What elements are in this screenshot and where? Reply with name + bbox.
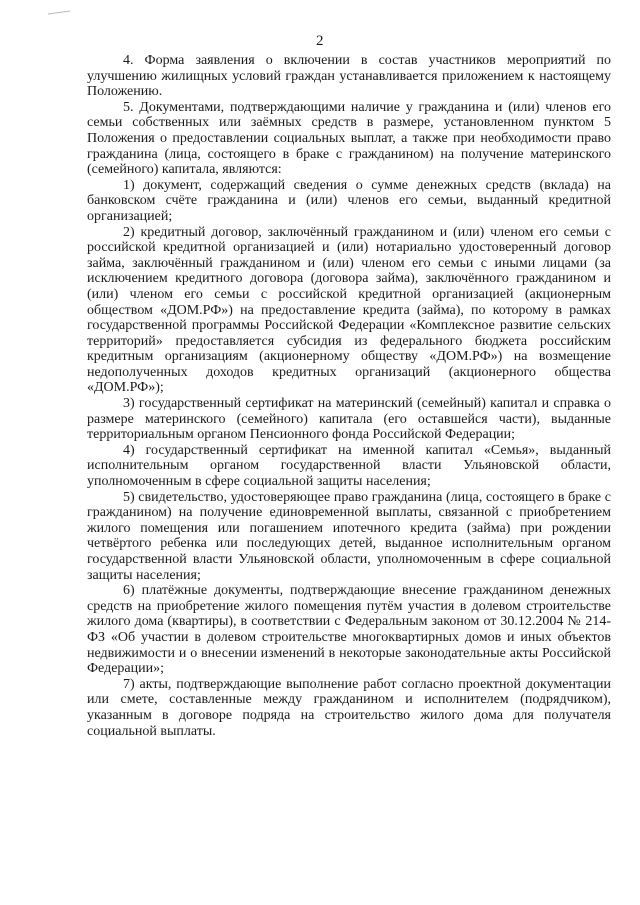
list-item-7-work-acts: 7) акты, подтверждающие выполнение работ согласно проектной документации или смете, составленные между гражданином и исполнителем (подрядчиком), указанным в договоре подряда на строительство жилого дома для получателя социальной выплаты.: [87, 676, 611, 739]
list-item-2-credit-agreement: 2) кредитный договор, заключённый гражданином и (или) членом его семьи с российской кредитной организацией и (или) нотариально удостоверенный договор займа, заключённый гражданином и (или) членом его семьи с иными лицами (за исключением кредитного договора (договора займа), заключённого гражданином и (или) членом его семьи с российской кредитной организацией (акционерным обществом «ДОМ.РФ») на предоставление кредита (займа), по которому в рамках государственной программы Российской Федерации «Комплексное развитие сельских территорий» предоставляется субсидия из федерального бюджета российским кредитным организациям (акционерному обществу «ДОМ.РФ») на возмещение недополученных доходов кредитных организаций (акционерного общества «ДОМ.РФ»);: [87, 224, 611, 396]
paragraph-5-documents-intro: 5. Документами, подтверждающими наличие у гражданина и (или) членов его семьи собственных или заёмных средств в размере, установленном пунктом 5 Положения о предоставлении социальных выплат, а также при необходимости право гражданина (лица, состоящего в браке с гражданином) на получение материнского (семейного) капитала, являются:: [87, 99, 611, 178]
list-item-6-payment-documents: 6) платёжные документы, подтверждающие внесение гражданином денежных средств на приобретение жилого помещения путём участия в долевом строительстве жилого дома (квартиры), в соответствии с Федеральным законом от 30.12.2004 № 214-ФЗ «Об участии в долевом строительстве многоквартирных домов и иных объектов недвижимости и о внесении изменений в некоторые законодательные акты Российской Федерации»;: [87, 583, 611, 677]
page-number: 2: [316, 33, 324, 49]
document-body: [87, 53, 611, 739]
list-item-1-bank-statement: 1) документ, содержащий сведения о сумме денежных средств (вклада) на банковском счёте гражданина и (или) членов его семьи, выданный кредитной организацией;: [87, 177, 611, 224]
paragraph-4-application-form: 4. Форма заявления о включении в состав участников мероприятий по улучшению жилищных условий граждан устанавливается приложением к настоящему Положению.: [87, 53, 611, 100]
list-item-5-lump-sum-certificate: 5) свидетельство, удостоверяющее право гражданина (лица, состоящего в браке с гражданином) на получение единовременной выплаты, связанной с приобретением жилого помещения или погашением ипотечного кредита (займа) при рождении четвёртого ребенка или последующих детей, выданное исполнительным органом государственной власти Ульяновской области, уполномоченным в сфере социальной защиты населения;: [87, 489, 611, 583]
list-item-3-maternity-capital: 3) государственный сертификат на материнский (семейный) капитал и справка о размере материнского (семейного) капитала (его оставшейся части), выданные территориальным органом Пенсионного фонда Российской Федерации;: [87, 396, 611, 443]
list-item-4-family-capital: 4) государственный сертификат на именной капитал «Семья», выданный исполнительным органом государственной власти Ульяновской области, уполномоченным в сфере социальной защиты населения;: [87, 442, 611, 490]
corner-scan-mark: [48, 10, 70, 28]
